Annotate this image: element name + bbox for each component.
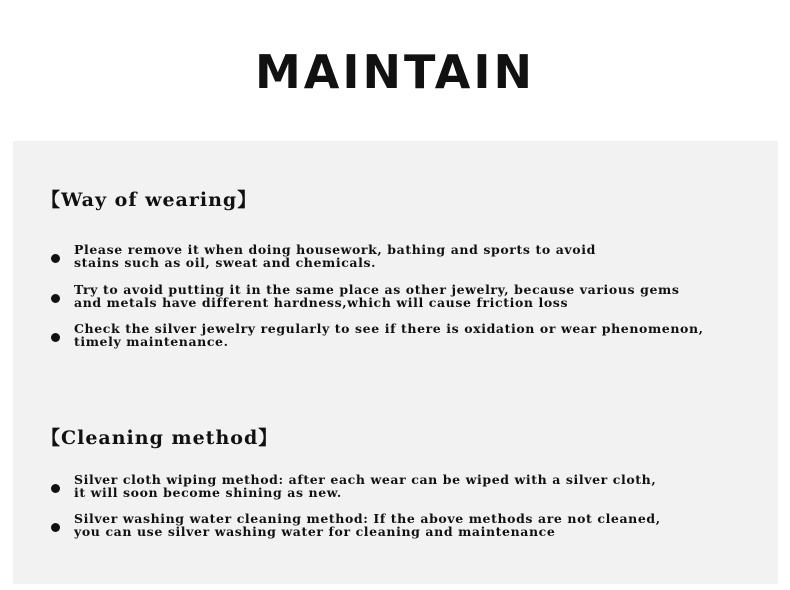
list-item-line: Try to avoid putting it in the same place as other jewelry, because various gems: [74, 282, 680, 297]
section-heading-way-of-wearing: 【Way of wearing】: [41, 189, 258, 211]
list-item-line: Silver washing water cleaning method: If the above methods are not cleaned,: [74, 511, 661, 526]
list-item-line: Silver cloth wiping method: after each wear can be wiped with a silver cloth,: [74, 472, 657, 487]
list-item-line: timely maintenance.: [74, 334, 229, 349]
care-instructions-panel: [13, 141, 778, 584]
list-item-line: stains such as oil, sweat and chemicals.: [74, 255, 377, 270]
list-item-line: you can use silver washing water for cleaning and maintenance: [74, 524, 556, 539]
bullet-icon: [51, 523, 60, 532]
list-item-text: [74, 512, 661, 538]
list-item-line: Check the silver jewelry regularly to see if there is oxidation or wear phenomenon,: [74, 321, 704, 336]
list-item-text: [74, 322, 704, 348]
list-item-text: [74, 243, 596, 269]
bullet-icon: [51, 484, 60, 493]
section-heading-cleaning-method: 【Cleaning method】: [41, 427, 279, 449]
list-item-line: and metals have different hardness,which will cause friction loss: [74, 295, 569, 310]
list-item-line: it will soon become shining as new.: [74, 485, 342, 500]
bullet-icon: [51, 254, 60, 263]
list-item-text: [74, 283, 679, 309]
bullet-icon: [51, 333, 60, 342]
bullet-icon: [51, 294, 60, 303]
page-title: MAINTAIN: [254, 45, 535, 99]
list-item-text: [74, 473, 656, 499]
list-item-line: Please remove it when doing housework, bathing and sports to avoid: [74, 242, 596, 257]
